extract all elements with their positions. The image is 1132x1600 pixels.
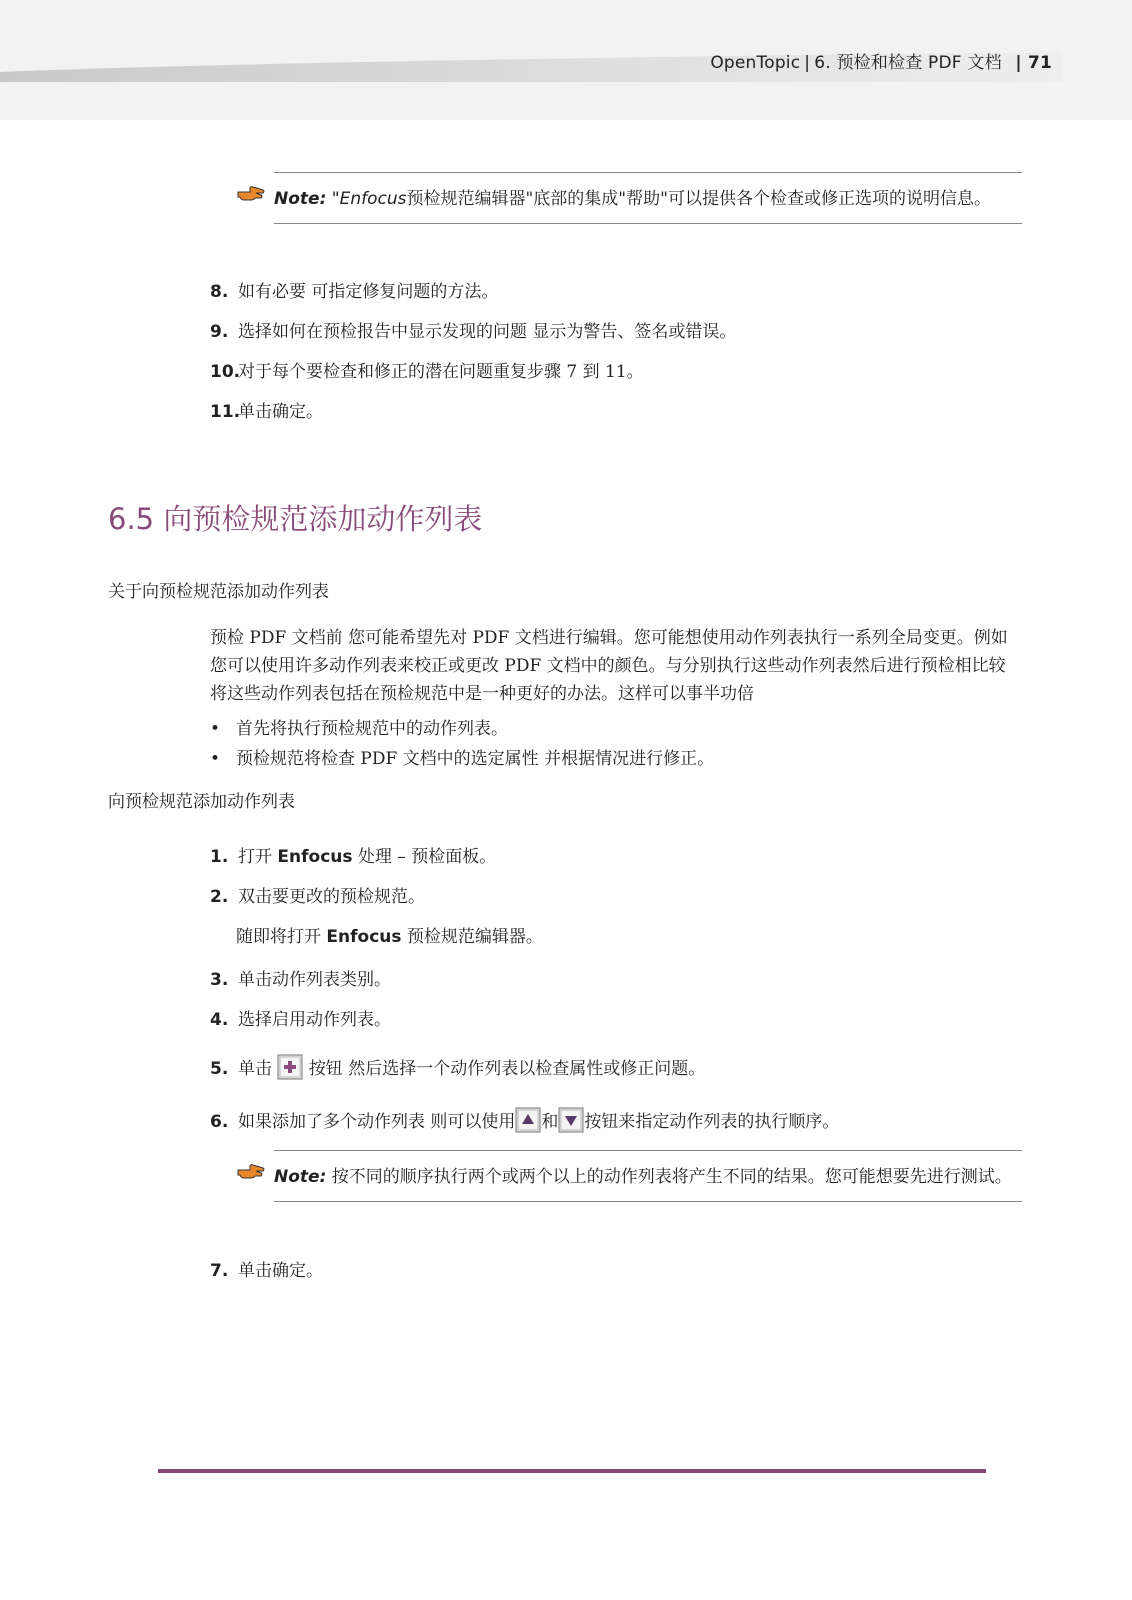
step-text: 单击动作列表类别。 [238,970,391,990]
pointing-hand-icon [236,1161,266,1181]
bullet-item [210,744,714,769]
bullet-text: 预检规范将检查 PDF 文档中的选定属性 并根据情况进行修正。 [236,749,715,769]
bullet-item [210,714,508,739]
note-callout-2 [274,1150,1022,1202]
running-head-product: OpenTopic [710,53,801,73]
page-number-value: 71 [1027,53,1052,73]
step-text-post: 按钮 然后选择一个动作列表以检查属性或修正问题。 [308,1059,706,1079]
step-item [210,967,391,993]
step-number: 2. [210,887,229,907]
step-number: 6. [210,1112,229,1132]
bullet-dot: • [210,749,221,769]
bullet-dot: • [210,719,221,739]
step-text-mid: 和 [541,1112,559,1132]
running-head-separator: | [804,53,811,73]
step-result [236,922,543,947]
step-item [210,1258,323,1284]
step-item [210,884,425,910]
step-item [210,1056,705,1083]
note-text: 按不同的顺序执行两个或两个以上的动作列表将产生不同的结果。您可能想要先进行测试。 [331,1167,1012,1187]
step-item [210,844,496,870]
step-text-pre: 打开 [238,847,272,867]
step-bold-term: Enfocus [326,927,402,947]
step-item [210,279,498,305]
step-number: 5. [210,1059,229,1079]
body-paragraph: 预检 PDF 文档前 您可能希望先对 PDF 文档进行编辑。您可能想使用动作列表执行一系列全局变更。例如 您可以使用许多动作列表来校正或更改 PDF 文档中的颜色。与分别执行这些动作列表然后进行预检相比较 将这些动作列表包括在预检规范中是一种更好的办法。这样可以事半功倍 [210,628,1008,704]
step-text: 双击要更改的预检规范。 [238,887,425,907]
step-text: 选择启用动作列表。 [238,1010,391,1030]
step-item [210,359,644,385]
step-result-post: 预检规范编辑器。 [406,927,543,947]
step-text: 单击确定。 [238,1261,323,1281]
running-head [710,48,1052,73]
step-number: 9. [210,322,229,342]
page-number-separator: | [1015,53,1022,73]
step-item [210,399,323,425]
note-text: 预检规范编辑器"底部的集成"帮助"可以提供各个检查或修正选项的说明信息。 [406,189,991,209]
step-bold-term: Enfocus [277,847,353,867]
pointing-hand-icon [236,183,266,203]
step-text: 单击确定。 [238,402,323,422]
step-item [210,319,736,345]
step-number: 11. [210,402,241,422]
move-down-icon [558,1107,584,1133]
note-label: Note: [274,1167,327,1187]
note-label: Note: [274,189,327,209]
section-title: 6.5 向预检规范添加动作列表 [108,502,483,536]
step-text-post: 按钮来指定动作列表的执行顺序。 [584,1112,840,1132]
step-text: 对于每个要检查和修正的潜在问题重复步骤 7 到 11。 [238,362,644,382]
step-number: 10. [210,362,241,382]
step-text: 选择如何在预检报告中显示发现的问题 显示为警告、签名或错误。 [238,322,737,342]
step-text-pre: 单击 [238,1059,272,1079]
step-item [210,1007,391,1033]
howto-heading: 向预检规范添加动作列表 [108,792,295,812]
step-text-pre: 如果添加了多个动作列表 则可以使用 [238,1112,516,1132]
note-callout-1 [274,172,1022,224]
step-result-pre: 随即将打开 [236,927,321,947]
step-number: 8. [210,282,229,302]
step-number: 4. [210,1010,229,1030]
bullet-text: 首先将执行预检规范中的动作列表。 [236,719,508,739]
step-number: 1. [210,847,229,867]
add-button-icon [277,1054,303,1080]
step-text-post: 处理 – 预检面板。 [357,847,497,867]
step-number: 3. [210,970,229,990]
header-decoration [0,0,1132,90]
about-heading: 关于向预检规范添加动作列表 [108,582,329,602]
step-item [210,1109,839,1136]
note-italic-text: "Enfocus [331,189,407,209]
move-up-icon [515,1107,541,1133]
running-head-chapter: 6. 预检和检查 PDF 文档 [814,53,1002,73]
page-number [1015,53,1052,73]
footer-rule [158,1469,986,1473]
step-number: 7. [210,1261,229,1281]
step-text: 如有必要 可指定修复问题的方法。 [238,282,499,302]
